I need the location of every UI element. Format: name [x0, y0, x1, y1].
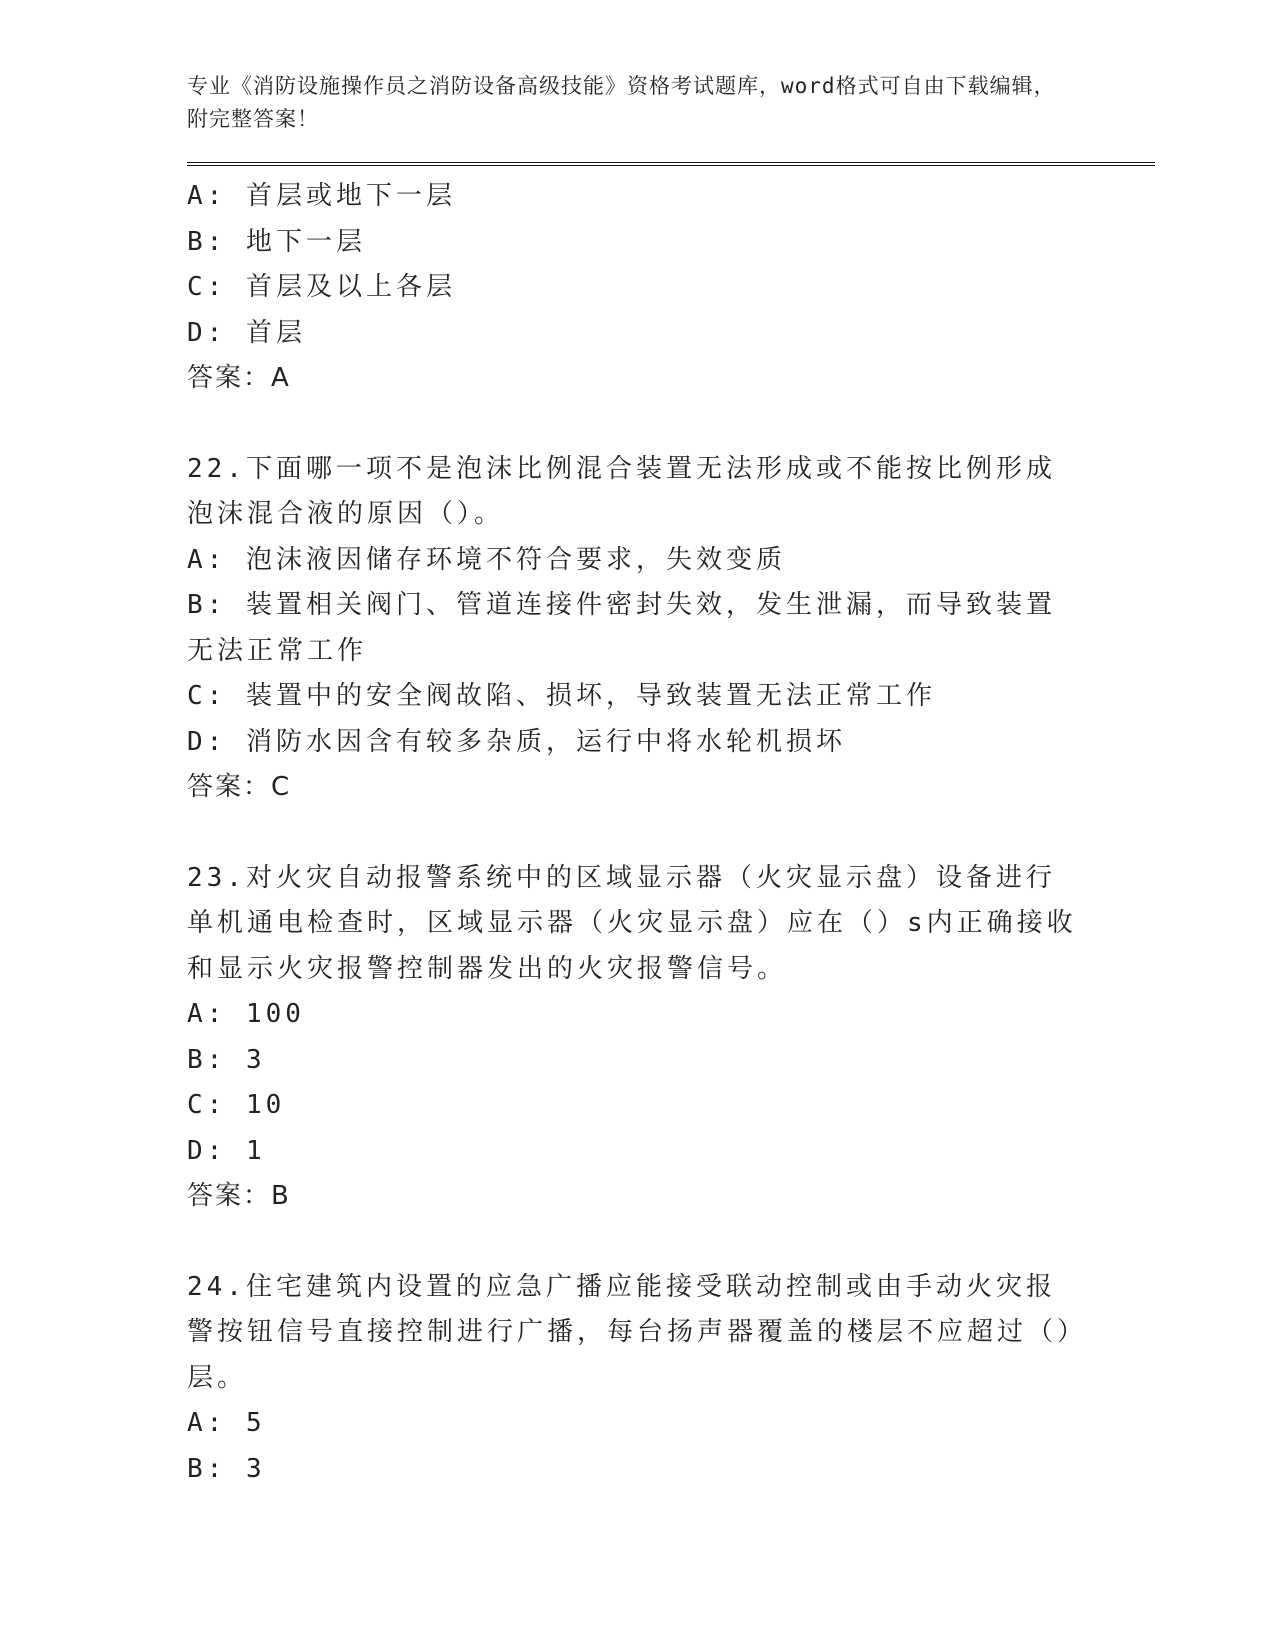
q24-stem: 24.住宅建筑内设置的应急广播应能接受联动控制或由手动火灾报警按钮信号直接控制进行广播，每台扬声器覆盖的楼层不应超过（）层。	[187, 1271, 1075, 1393]
q22-option-b: B: 装置相关阀门、管道连接件密封失效，发生泄漏，而导致装置无法正常工作	[187, 590, 1056, 666]
q23-option-d: D: 1	[187, 1135, 266, 1166]
q21-option-c: C: 首层及以上各层	[187, 272, 456, 302]
q24-option-b: B: 3	[187, 1453, 266, 1484]
question-24	[187, 1265, 1147, 1493]
q23-option-b: B: 3	[187, 1044, 266, 1075]
q23-option-a: A: 100	[187, 999, 305, 1029]
q22-stem: 22.下面哪一项不是泡沫比例混合装置无法形成或不能按比例形成泡沫混合液的原因（）。	[187, 453, 1056, 529]
document-header: 专业《消防设施操作员之消防设备高级技能》资格考试题库，word格式可自由下载编辑，附完整答案！	[187, 74, 1056, 131]
q24-option-a: A: 5	[187, 1408, 266, 1438]
question-21	[187, 174, 1147, 402]
q21-option-d: D: 首层	[187, 317, 306, 348]
question-content	[187, 174, 1147, 1492]
q22-answer: 答案：C	[187, 772, 292, 802]
document-page	[187, 70, 1147, 1492]
header-divider	[187, 162, 1155, 166]
q22-option-c: C: 装置中的安全阀故陷、损坏，导致装置无法正常工作	[187, 681, 936, 711]
q21-option-a: A: 首层或地下一层	[187, 181, 456, 211]
spacer	[187, 811, 1147, 856]
q22-option-d: D: 消防水因含有较多杂质，运行中将水轮机损坏	[187, 726, 846, 757]
question-22	[187, 447, 1147, 811]
spacer	[187, 402, 1147, 447]
q22-option-a: A: 泡沫液因储存环境不符合要求，失效变质	[187, 544, 786, 575]
question-23	[187, 856, 1147, 1220]
q21-answer: 答案：A	[187, 363, 291, 393]
spacer	[187, 1220, 1147, 1265]
q23-stem: 23.对火灾自动报警系统中的区域显示器（火灾显示盘）设备进行单机通电检查时，区域显示器（火灾显示盘）应在（）s内正确接收和显示火灾报警控制器发出的火灾报警信号。	[187, 862, 1077, 984]
q21-option-b: B: 地下一层	[187, 226, 366, 257]
q23-option-c: C: 10	[187, 1090, 286, 1120]
q23-answer: 答案：B	[187, 1181, 291, 1211]
